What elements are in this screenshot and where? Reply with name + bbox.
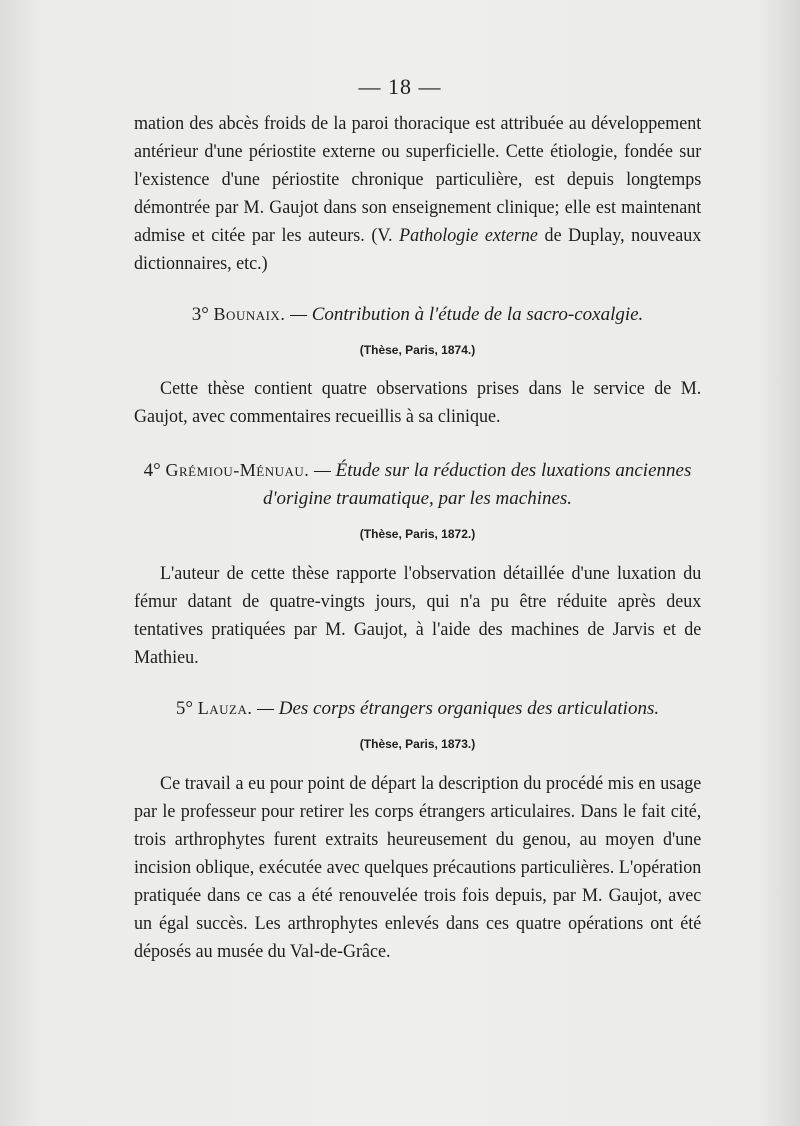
entry-5-author: Lauza. [197, 698, 253, 718]
entry-4-title-line1: — Étude sur la réduction des luxations anciennes [314, 460, 692, 481]
entry-4-note: (Thèse, Paris, 1872.) [359, 527, 476, 541]
entry-4-number: 4° [143, 460, 161, 481]
entry-5-heading [134, 694, 701, 723]
paragraph-1-italic: Pathologie externe [399, 225, 538, 246]
entry-5-title: — Des corps étrangers organiques des articulations. [257, 698, 660, 719]
entry-3-number: 3° [191, 304, 209, 325]
entry-4-heading [134, 456, 701, 513]
paragraph-1-text: mation des abcès froids de la paroi thoracique est attribuée au développement antérieur d'une périostite externe ou superficielle. Cette étiologie, fondée sur l'existence d'une périostite chronique particulière, est depuis longtemps démontrée par M. Gaujot dans son enseignement clinique; elle est maintenant admise et citée par les auteurs. (V. [134, 113, 702, 246]
entry-4-title-line2: d'origine traumatique, par les machines. [262, 488, 573, 509]
entry-5-number: 5° [175, 698, 193, 719]
entry-5-note: (Thèse, Paris, 1873.) [359, 737, 476, 751]
entry-4-text: L'auteur de cette thèse rapporte l'observation détaillée d'une luxation du fémur datant de quatre-vingts jours, qui n'a pu être réduite après deux tentatives pratiquées par M. Gaujot, à l'aide des machines de Jarvis et de Mathieu. [134, 563, 702, 668]
entry-5-text: Ce travail a eu pour point de départ la description du procédé mis en usage par le professeur pour retirer les corps étrangers articulaires. Dans le fait cité, trois arthrophytes furent extraits heureusement du genou, au moyen d'une incision oblique, exécutée avec quelques précautions particulières. L'opération pratiquée dans ce cas a été renouvelée trois fois depuis, par M. Gaujot, avec un égal succès. Les arthrophytes enlevés dans ces quatre opérations ont été déposés au musée du Val-de-Grâce. [134, 773, 702, 962]
entry-3-author: Bounaix. [213, 304, 286, 324]
paragraph-continuation [134, 110, 701, 278]
entry-3-title: — Contribution à l'étude de la sacro-coxalgie. [290, 304, 644, 325]
entry-4-author: Grémiou-Ménuau. [165, 460, 310, 480]
paragraph-1-end: de Duplay, nouveaux dictionnaires, etc.) [134, 225, 702, 274]
entry-3-text: Cette thèse contient quatre observations prises dans le service de M. Gaujot, avec commentaires recueillis à sa clinique. [134, 378, 702, 427]
entry-3-heading [134, 300, 701, 329]
entry-3-note: (Thèse, Paris, 1874.) [359, 343, 476, 357]
page-number: — 18 — [358, 74, 442, 99]
